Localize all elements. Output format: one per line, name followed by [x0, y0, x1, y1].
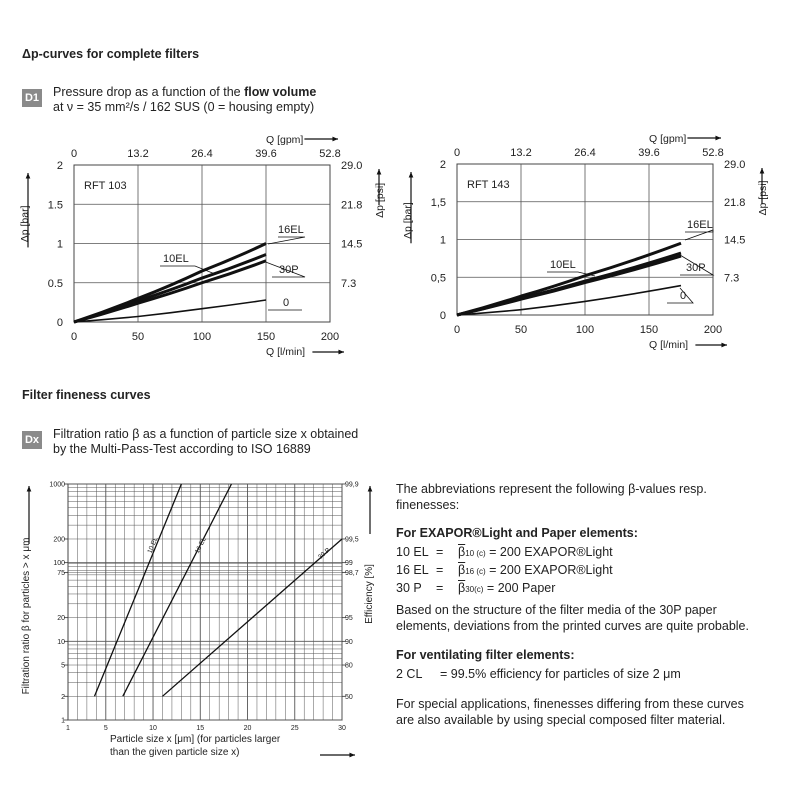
x2-tick-label: 52.8: [702, 147, 724, 159]
fineness-line-label: 16 EL: [193, 536, 208, 555]
y2-axis-label: Δp [psi]: [757, 180, 769, 216]
cl-row: [396, 666, 786, 682]
caption-d1: [53, 85, 316, 115]
abbreviation-legend: [396, 481, 786, 728]
y2-axis-arrow-head: [760, 168, 765, 174]
heading-ventilating: For ventilating filter elements:: [396, 648, 575, 662]
x-tick-label: 150: [256, 331, 276, 343]
y-axis-arrow-head: [27, 486, 32, 492]
y-tick-label: 1,5: [430, 196, 446, 209]
beta-eq: =: [436, 545, 444, 559]
y2-tick-label: 7.3: [341, 277, 357, 290]
y2-tick-label: 29.0: [341, 160, 363, 172]
x-tick-label: 50: [514, 324, 528, 336]
x2-tick-label: 13.2: [127, 148, 149, 160]
x2-tick-label: 0: [70, 148, 78, 160]
beta-row: [396, 544, 786, 562]
x-tick-label: 10: [149, 725, 157, 732]
x-tick-label: 30: [338, 725, 346, 732]
x2-tick-label: 39.6: [638, 147, 660, 159]
caption-dx: [53, 427, 358, 457]
y2-tick-label: 98,7: [345, 569, 359, 577]
curve-label-16el: 16EL: [278, 224, 304, 236]
y-tick-label: 75: [57, 569, 65, 577]
x-tick-label: 200: [703, 324, 723, 336]
curve-label-10el: 10EL: [550, 259, 576, 271]
section-title-fineness: Filter fineness curves: [22, 388, 151, 402]
badge-d1: D1: [22, 89, 42, 107]
beta-rows: [396, 544, 786, 598]
x2-tick-label: 26.4: [191, 148, 213, 160]
beta-symbol: $\overline{\beta}$: [458, 581, 466, 595]
x-axis-arrow-head: [338, 350, 344, 355]
x-tick-label: 150: [639, 324, 659, 336]
intro-line2: finenesses:: [396, 498, 460, 512]
caption-d1-text: Pressure drop as a function of the: [53, 85, 245, 99]
y2-tick-label: 29.0: [724, 159, 746, 171]
chart-fineness: [0, 470, 390, 770]
beta-key: 16 EL: [396, 563, 429, 577]
y-axis-label: Δp [bar]: [402, 202, 414, 240]
y-tick-label: 20: [57, 615, 65, 623]
curve-label-leader: [685, 230, 713, 240]
y-tick-label: 1: [439, 234, 446, 247]
y-tick-label: 1: [61, 717, 65, 725]
beta-value: = 200 EXAPOR®Light: [489, 563, 613, 577]
x-axis-arrow-head: [349, 753, 355, 758]
intro-line1: The abbreviations represent the following β-values resp.: [396, 482, 707, 496]
curve-label-leader: [268, 237, 305, 244]
beta-value: = 200 EXAPOR®Light: [489, 545, 613, 559]
y2-tick-label: 14.5: [341, 238, 363, 251]
y2-tick-label: 80: [345, 662, 353, 670]
beta-row: [396, 562, 786, 580]
fineness-line-label: 10 EL: [146, 536, 160, 555]
beta-eq: =: [436, 563, 444, 577]
x-axis-label: Q [l/min]: [266, 346, 306, 358]
y-axis-label: Filtration ratio β for particles > x μm: [21, 537, 32, 695]
special-line1: For special applications, finenesses differing from these curves: [396, 697, 744, 711]
y-tick-label: 2: [439, 159, 446, 171]
caption-d1-line2: at ν = 35 mm²/s / 162 SUS (0 = housing empty): [53, 100, 315, 114]
y-tick-label: 5: [61, 662, 65, 670]
curve-label-16el: 16EL: [687, 219, 713, 231]
y-tick-label: 1000: [49, 481, 65, 489]
y-axis-label: Δp [bar]: [19, 205, 31, 243]
curve-label-10el: 10EL: [163, 253, 189, 265]
heading-exapor: For EXAPOR®Light and Paper elements:: [396, 526, 638, 540]
x2-tick-label: 39.6: [255, 148, 277, 160]
y-axis-arrow-head: [26, 173, 31, 179]
cl-value: = 99.5% efficiency for particles of size 2 μm: [440, 667, 681, 681]
y-tick-label: 0: [56, 317, 63, 329]
x2-axis-label: Q [gpm]: [266, 134, 304, 146]
curve-label-0: 0: [283, 297, 290, 309]
note-line1: Based on the structure of the filter media of the 30P paper: [396, 603, 717, 617]
beta-sub: 16 (c): [465, 567, 486, 576]
x-tick-label: 5: [103, 725, 108, 732]
y2-tick-label: 14.5: [724, 234, 746, 247]
x-tick-label: 200: [320, 331, 340, 343]
y2-tick-label: 99,5: [345, 536, 359, 544]
x-tick-label: 50: [131, 331, 145, 343]
caption-dx-line2: by the Multi-Pass-Test according to ISO 16889: [53, 442, 311, 456]
x-axis-label-line1: Particle size x [μm] (for particles larger: [110, 734, 281, 745]
beta-key: 10 EL: [396, 545, 429, 559]
y-tick-label: 1.5: [47, 199, 63, 212]
y-tick-label: 2: [56, 160, 63, 172]
x-tick-label: 100: [192, 331, 212, 343]
fineness-line-16el: [123, 484, 232, 696]
x-tick-label: 1: [66, 725, 70, 732]
special-line2: are also available by using special composed filter material.: [396, 713, 726, 727]
chart-rft103: [0, 120, 400, 370]
chart-rft143: [380, 120, 800, 370]
y-tick-label: 10: [57, 638, 65, 646]
x-tick-label: 20: [243, 725, 252, 732]
beta-row: [396, 580, 786, 598]
beta-value: = 200 Paper: [486, 581, 556, 595]
y2-tick-label: 21.8: [724, 196, 746, 209]
beta-eq: =: [436, 581, 444, 595]
curve-label-0: 0: [680, 290, 687, 302]
x-axis-arrow-head: [721, 343, 727, 348]
y-tick-label: 1: [56, 238, 63, 251]
caption-dx-line1: Filtration ratio β as a function of particle size x obtained: [53, 427, 359, 441]
x2-tick-label: 0: [453, 147, 461, 159]
x-axis-label: Q [l/min]: [649, 339, 689, 351]
badge-dx: Dx: [22, 431, 42, 449]
y2-axis-label: Efficiency [%]: [364, 564, 375, 624]
beta-symbol: $\overline{\beta}$: [458, 545, 466, 559]
x-tick-label: 100: [575, 324, 595, 336]
curve-0: [457, 286, 681, 315]
y-tick-label: 0,5: [430, 272, 446, 285]
y-tick-label: 0: [439, 310, 446, 322]
curve-label-30p: 30P: [686, 262, 706, 274]
x2-tick-label: 26.4: [574, 147, 596, 159]
y2-tick-label: 7.3: [724, 272, 740, 285]
y2-tick-label: 99,9: [345, 481, 359, 489]
x-tick-label: 0: [70, 331, 78, 343]
y2-axis-label: Δp [psi]: [374, 182, 386, 218]
x-tick-label: 15: [196, 725, 205, 732]
y2-axis-arrow-head: [368, 486, 373, 492]
y2-tick-label: 99: [345, 560, 353, 568]
x-tick-label: 0: [453, 324, 461, 336]
beta-sub: 10 (c): [465, 549, 486, 558]
x2-axis-label: Q [gpm]: [649, 133, 687, 145]
chart-title: RFT 103: [84, 180, 127, 192]
beta-key: 30 P: [396, 581, 422, 595]
x-axis-label-line2: than the given particle size x): [110, 747, 240, 758]
cl-key: 2 CL: [396, 667, 423, 681]
plot-frame: [68, 484, 342, 720]
beta-sub: 30(c): [465, 585, 484, 594]
x-tick-label: 25: [290, 725, 299, 732]
y2-tick-label: 21.8: [341, 199, 363, 212]
y2-tick-label: 50: [345, 693, 353, 701]
fineness-line-10el: [94, 484, 181, 696]
y2-tick-label: 90: [345, 638, 353, 646]
y-tick-label: 2: [61, 693, 65, 701]
caption-d1-bold: flow volume: [244, 85, 317, 99]
y-axis-arrow-head: [409, 172, 414, 178]
fineness-line-label: 30 P: [316, 546, 332, 561]
x2-axis-arrow-head: [715, 136, 721, 141]
y2-tick-label: 95: [345, 615, 353, 623]
beta-symbol: $\overline{\beta}$: [458, 563, 466, 577]
curve-label-30p: 30P: [279, 264, 299, 276]
section-title-dp-curves: Δp-curves for complete filters: [22, 47, 200, 61]
chart-title: RFT 143: [467, 179, 510, 191]
y-tick-label: 0.5: [47, 277, 63, 290]
y-tick-label: 100: [53, 560, 65, 568]
x2-axis-arrow-head: [332, 137, 338, 142]
x2-tick-label: 13.2: [510, 147, 532, 159]
x2-tick-label: 52.8: [319, 148, 341, 160]
note-line2: elements, deviations from the printed curves are quite probable.: [396, 619, 749, 633]
y-tick-label: 200: [53, 536, 65, 544]
